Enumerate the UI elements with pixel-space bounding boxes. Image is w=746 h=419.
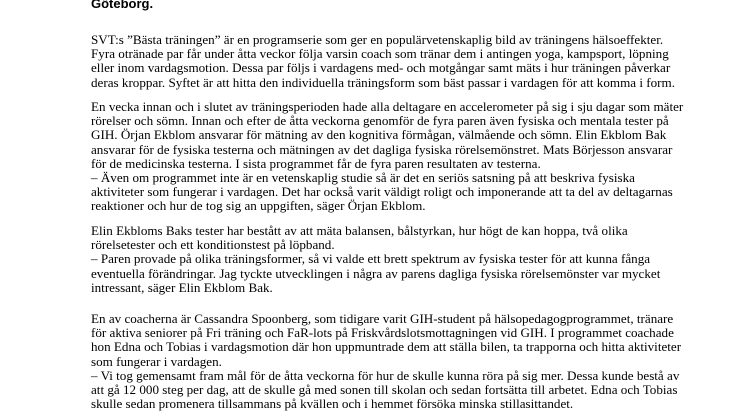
text-line: – Paren provade på olika träningsformer, så vi valde ett brett spektrum av fysiska tester för att kunna fånga [91, 251, 651, 267]
heading-fragment: Göteborg. [91, 0, 154, 11]
text-line: intressant, säger Elin Ekblom Bak. [91, 279, 273, 295]
text-line: att gå 12 000 steg per dag, att de skulle gå med sonen till skolan och sedan fortsätta till arbetet. Edna och Tobias [91, 382, 678, 398]
text-line: hon Edna och Tobias i vardagsmotion där hon uppmuntrade dem att ställa bilen, ta trapporna och hitta aktiviteter [91, 339, 682, 355]
paragraph-coach [91, 312, 681, 411]
text-line: eventuella förändringar. Jag tyckte utvecklingen i några av parens dagliga fysiska rörelsemönster var mycket [91, 265, 661, 281]
text-line: rörelser och sömn. Innan och efter de åtta veckorna genomför de fyra paren även fysiska och mentala tester på [91, 113, 669, 129]
paragraph-testing [91, 100, 683, 214]
text-line: skulle sedan promenera tillsammans på kvällen och i hemmet försöka minska stillasittandet. [91, 396, 574, 412]
text-line: SVT:s ”Bästa träningen” är en programserie som ger en populärvetenskaplig bild av träningens hälsoeffekter. [91, 32, 664, 47]
paragraph-intro [91, 33, 675, 90]
text-line: aktiviteter som fungerar i vardagen. Det har också varit väldigt roligt och imponerande att ta del av deltagarnas [91, 184, 673, 200]
text-line: Elin Ekbloms Baks tester har bestått av att mäta balansen, bålstyrkan, hur högt de kan hoppa, två olika [91, 223, 628, 238]
text-line: som fungerar i vardagen. [91, 353, 222, 369]
paragraph-elin-tests [91, 224, 660, 295]
text-line: eller inom vardagsmotion. Dessa par följs i vardagens med- och motgångar samt mäts i hur träningen påverkar [91, 60, 671, 76]
text-line: – Även om programmet inte är en vetenskaplig studie så är det en seriös satsning på att beskriva fysiska [91, 170, 635, 186]
text-line: för de medicinska testerna. I sista programmet får de fyra paren resultaten av testerna. [91, 155, 541, 171]
text-line: deras kroppar. Syftet är att hitta den individuella träningsform som bäst passar i vardagen för att komma i form. [91, 74, 675, 90]
text-line: ansvarar för de fysiska testerna och mätningen av det dagliga fysiska rörelsemönstret. Mats Börjesson ansvarar [91, 141, 673, 157]
text-line: En vecka innan och i slutet av träningsperioden hade alla deltagare en accelerometer på sig i sju dagar som mäter [91, 99, 684, 114]
text-line: Fyra otränade par får under åtta veckor följa varsin coach som tränar dem i antingen yoga, kampsport, löpning [91, 46, 669, 62]
text-line: En av coacherna är Cassandra Spoonberg, som tidigare varit GIH-student på hälsopedagogprogrammet, tränare [91, 311, 674, 326]
text-line: för aktiva seniorer på Fri träning och FaR-lots på Friskvårdslotsmottagningen vid GIH. I programmet coachade [91, 325, 674, 341]
text-line: reaktioner och hur de tog sig an uppgiften, säger Örjan Ekblom. [91, 198, 426, 214]
text-line: rörelsetester och ett konditionstest på löpband. [91, 237, 335, 253]
text-line: GIH. Örjan Ekblom ansvarar för mätning av den kognitiva förmågan, välmående och sömn. Elin Ekblom Bak [91, 127, 667, 143]
text-line: – Vi tog gemensamt fram mål för de åtta veckorna för hur de skulle kunna röra på sig mer. Dessa kunde bestå av [91, 367, 680, 383]
